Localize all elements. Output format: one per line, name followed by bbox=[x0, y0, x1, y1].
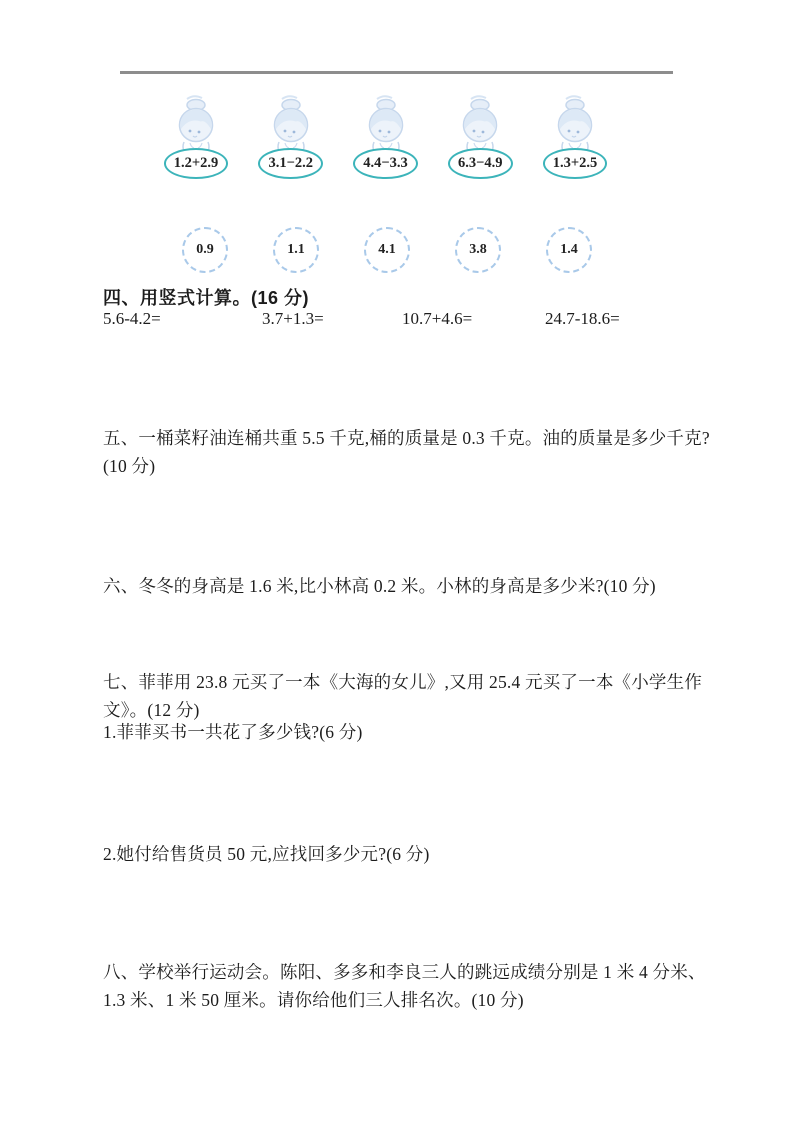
answer-circle: 4.1 bbox=[364, 227, 410, 273]
girl-icon bbox=[167, 92, 225, 154]
expression-oval: 3.1−2.2 bbox=[258, 148, 323, 179]
expression-oval: 6.3−4.9 bbox=[448, 148, 513, 179]
section-seven-question-2: 2.她付给售货员 50 元,应找回多少元?(6 分) bbox=[103, 844, 430, 864]
expression-oval: 4.4−3.3 bbox=[353, 148, 418, 179]
calc-problem: 3.7+1.3= bbox=[262, 309, 324, 328]
answer-circle: 1.4 bbox=[546, 227, 592, 273]
girl-icon bbox=[451, 92, 509, 154]
girl-icon bbox=[546, 92, 604, 154]
answer-row bbox=[182, 227, 592, 273]
calc-problem: 24.7-18.6= bbox=[545, 309, 620, 328]
section-eight-problem: 八、学校举行运动会。陈阳、多多和李良三人的跳远成绩分别是 1 米 4 分米、1.3 米、1 米 50 厘米。请你给他们三人排名次。(10 分) bbox=[103, 962, 706, 1010]
calc-problem: 5.6-4.2= bbox=[103, 309, 161, 328]
top-divider bbox=[120, 71, 673, 74]
match-column bbox=[537, 92, 613, 179]
section-six-problem: 六、冬冬的身高是 1.6 米,比小林高 0.2 米。小林的身高是多少米?(10 分) bbox=[103, 576, 656, 596]
match-column bbox=[253, 92, 329, 179]
girl-icon bbox=[357, 92, 415, 154]
expression-oval: 1.3+2.5 bbox=[543, 148, 608, 179]
answer-circle: 3.8 bbox=[455, 227, 501, 273]
answer-circle: 0.9 bbox=[182, 227, 228, 273]
matching-exercise bbox=[158, 92, 613, 179]
calc-problem: 10.7+4.6= bbox=[402, 309, 473, 328]
section-seven-problem: 七、菲菲用 23.8 元买了一本《大海的女儿》,又用 25.4 元买了一本《小学生作文》。(12 分) bbox=[103, 672, 703, 720]
answer-circle: 1.1 bbox=[273, 227, 319, 273]
match-column bbox=[442, 92, 518, 179]
section-seven-question-1: 1.菲菲买书一共花了多少钱?(6 分) bbox=[103, 722, 363, 742]
girl-icon bbox=[262, 92, 320, 154]
section-five-problem: 五、一桶菜籽油连桶共重 5.5 千克,桶的质量是 0.3 千克。油的质量是多少千克?(10 分) bbox=[103, 428, 710, 476]
match-column bbox=[348, 92, 424, 179]
expression-oval: 1.2+2.9 bbox=[164, 148, 229, 179]
match-column bbox=[158, 92, 234, 179]
section-four-heading: 四、用竖式计算。(16 分) bbox=[103, 288, 310, 308]
